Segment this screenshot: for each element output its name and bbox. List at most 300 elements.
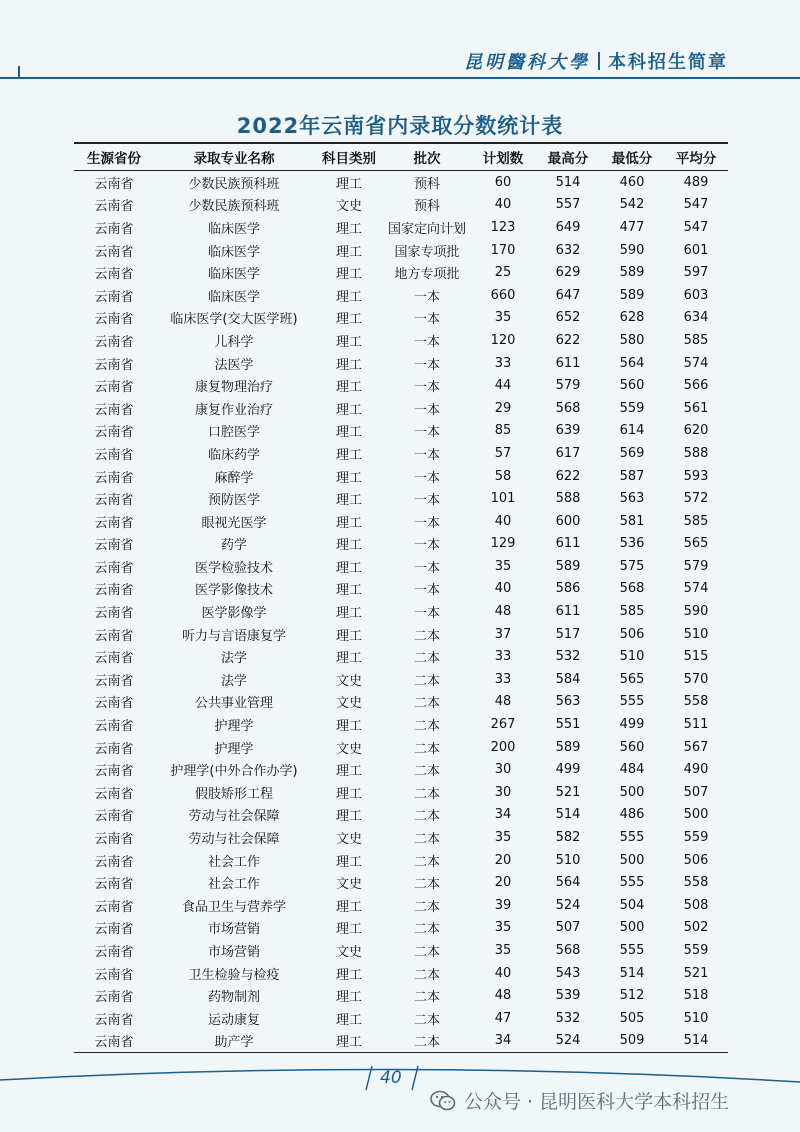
table-cell: 629 bbox=[555, 265, 581, 281]
table-cell: 文史 bbox=[335, 199, 362, 215]
table-cell: 611 bbox=[555, 536, 581, 552]
table-cell: 44 bbox=[494, 378, 512, 394]
table-cell: 云南省 bbox=[94, 493, 134, 509]
table-row bbox=[74, 578, 728, 601]
table-cell: 588 bbox=[555, 491, 581, 507]
table-row bbox=[74, 442, 728, 465]
table-cell: 云南省 bbox=[94, 357, 134, 373]
table-cell: 理工 bbox=[335, 560, 362, 576]
table-cell: 514 bbox=[555, 807, 581, 823]
table-cell: 508 bbox=[683, 897, 709, 913]
table-row bbox=[74, 871, 728, 894]
table-cell: 490 bbox=[683, 762, 709, 778]
table-cell: 566 bbox=[683, 378, 709, 394]
table-cell: 卫生检验与检疫 bbox=[188, 967, 280, 983]
page-number: 40 bbox=[380, 1068, 402, 1088]
table-cell: 一本 bbox=[413, 560, 440, 576]
table-cell: 二本 bbox=[413, 673, 440, 689]
table-cell: 理工 bbox=[335, 651, 362, 667]
table-cell: 29 bbox=[494, 400, 512, 416]
table-cell: 云南省 bbox=[94, 967, 134, 983]
table-cell: 云南省 bbox=[94, 312, 134, 328]
table-cell: 574 bbox=[683, 581, 709, 597]
table-cell: 47 bbox=[494, 1010, 512, 1026]
table-cell: 536 bbox=[619, 536, 645, 552]
table-row bbox=[74, 194, 728, 217]
table-cell: 568 bbox=[555, 942, 581, 958]
column-header: 录取专业名称 bbox=[154, 143, 314, 171]
column-header: 批次 bbox=[384, 143, 470, 171]
table-cell: 理工 bbox=[335, 357, 362, 373]
table-cell: 499 bbox=[619, 717, 645, 733]
table-cell: 理工 bbox=[335, 470, 362, 486]
table-cell: 法医学 bbox=[214, 357, 254, 373]
table-cell: 37 bbox=[494, 626, 512, 642]
table-cell: 460 bbox=[619, 174, 645, 190]
table-cell: 听力与言语康复学 bbox=[181, 628, 286, 644]
table-cell: 云南省 bbox=[94, 741, 134, 757]
table-cell: 34 bbox=[494, 807, 512, 823]
table-cell: 569 bbox=[619, 445, 645, 461]
table-row bbox=[74, 216, 728, 239]
table-cell: 理工 bbox=[335, 719, 362, 735]
watermark-account-name: 昆明医科大学本科招生 bbox=[539, 1091, 730, 1113]
table-cell: 555 bbox=[619, 942, 645, 958]
table-cell: 云南省 bbox=[94, 380, 134, 396]
table-cell: 35 bbox=[494, 558, 512, 574]
table-cell: 理工 bbox=[335, 289, 362, 305]
table-cell: 云南省 bbox=[94, 470, 134, 486]
table-row bbox=[74, 329, 728, 352]
table-cell: 634 bbox=[683, 310, 709, 326]
table-cell: 康复作业治疗 bbox=[194, 402, 273, 418]
table-row bbox=[74, 555, 728, 578]
table-cell: 二本 bbox=[413, 764, 440, 780]
table-row bbox=[74, 804, 728, 827]
table-cell: 565 bbox=[619, 671, 645, 687]
table-cell: 505 bbox=[619, 1010, 645, 1026]
table-cell: 文史 bbox=[335, 741, 362, 757]
table-cell: 临床药学 bbox=[207, 447, 260, 463]
table-cell: 580 bbox=[619, 332, 645, 348]
table-cell: 25 bbox=[494, 265, 512, 281]
table-cell: 二本 bbox=[413, 651, 440, 667]
table-cell: 560 bbox=[619, 378, 645, 394]
table-cell: 云南省 bbox=[94, 696, 134, 712]
table-cell: 585 bbox=[683, 513, 709, 529]
table-cell: 60 bbox=[494, 174, 512, 190]
table-cell: 57 bbox=[494, 445, 512, 461]
table-cell: 575 bbox=[619, 558, 645, 574]
table-cell: 一本 bbox=[413, 312, 440, 328]
table-cell: 35 bbox=[494, 310, 512, 326]
table-cell: 药学 bbox=[220, 538, 247, 554]
header-rule bbox=[0, 77, 800, 79]
table-cell: 510 bbox=[555, 852, 581, 868]
table-cell: 622 bbox=[555, 332, 581, 348]
table-cell: 617 bbox=[555, 445, 581, 461]
table-cell: 云南省 bbox=[94, 990, 134, 1006]
table-cell: 理工 bbox=[335, 515, 362, 531]
table-cell: 48 bbox=[494, 694, 512, 710]
table-row bbox=[74, 600, 728, 623]
table-cell: 理工 bbox=[335, 267, 362, 283]
table-cell: 33 bbox=[494, 355, 512, 371]
table-cell: 少数民族预科班 bbox=[188, 176, 280, 192]
table-cell: 理工 bbox=[335, 334, 362, 350]
column-header: 生源省份 bbox=[74, 143, 154, 171]
admission-score-table bbox=[74, 142, 728, 1053]
table-cell: 一本 bbox=[413, 425, 440, 441]
table-cell: 二本 bbox=[413, 990, 440, 1006]
table-cell: 660 bbox=[490, 287, 516, 303]
table-cell: 理工 bbox=[335, 764, 362, 780]
table-cell: 563 bbox=[619, 491, 645, 507]
table-cell: 临床医学(交大医学班) bbox=[170, 312, 298, 328]
table-cell: 581 bbox=[619, 513, 645, 529]
table-cell: 云南省 bbox=[94, 1012, 134, 1028]
table-cell: 助产学 bbox=[154, 1030, 314, 1053]
table-cell: 614 bbox=[619, 423, 645, 439]
table-cell: 34 bbox=[470, 1030, 536, 1053]
table-cell: 二本 bbox=[413, 696, 440, 712]
table-row bbox=[74, 713, 728, 736]
table-row bbox=[74, 826, 728, 849]
table-cell: 532 bbox=[555, 1010, 581, 1026]
table-cell: 云南省 bbox=[94, 425, 134, 441]
table-cell: 二本 bbox=[413, 786, 440, 802]
watermark-prefix: 公众号 · bbox=[464, 1091, 540, 1113]
table-cell: 二本 bbox=[384, 1030, 470, 1053]
table-cell: 二本 bbox=[413, 741, 440, 757]
table-cell: 514 bbox=[664, 1030, 728, 1053]
table-cell: 医学影像技术 bbox=[194, 583, 273, 599]
table-cell: 568 bbox=[555, 400, 581, 416]
table-cell: 593 bbox=[683, 468, 709, 484]
table-cell: 理工 bbox=[335, 809, 362, 825]
table-cell: 585 bbox=[619, 604, 645, 620]
table-cell: 101 bbox=[490, 491, 516, 507]
table-cell: 预科 bbox=[413, 176, 440, 192]
table-cell: 639 bbox=[555, 423, 581, 439]
table-row bbox=[74, 239, 728, 262]
table-cell: 30 bbox=[494, 784, 512, 800]
table-cell: 护理学 bbox=[214, 741, 254, 757]
table-cell: 理工 bbox=[335, 967, 362, 983]
table-cell: 云南省 bbox=[94, 334, 134, 350]
table-cell: 二本 bbox=[413, 899, 440, 915]
table-cell: 云南省 bbox=[94, 515, 134, 531]
wechat-watermark bbox=[430, 1087, 729, 1114]
table-cell: 486 bbox=[619, 807, 645, 823]
table-cell: 628 bbox=[619, 310, 645, 326]
table-cell: 603 bbox=[683, 287, 709, 303]
table-cell: 170 bbox=[490, 242, 516, 258]
table-cell: 云南省 bbox=[94, 199, 134, 215]
table-row bbox=[74, 352, 728, 375]
table-cell: 云南省 bbox=[94, 583, 134, 599]
brochure-title: 本科招生简章 bbox=[608, 52, 728, 73]
table-row bbox=[74, 736, 728, 759]
table-cell: 559 bbox=[683, 830, 709, 846]
table-cell: 公共事业管理 bbox=[194, 696, 273, 712]
table-cell: 567 bbox=[683, 739, 709, 755]
table-cell: 理工 bbox=[335, 854, 362, 870]
table-cell: 云南省 bbox=[94, 719, 134, 735]
table-cell: 预科 bbox=[413, 199, 440, 215]
table-cell: 510 bbox=[683, 1010, 709, 1026]
table-cell: 560 bbox=[619, 739, 645, 755]
table-cell: 39 bbox=[494, 897, 512, 913]
table-row bbox=[74, 420, 728, 443]
table-cell: 585 bbox=[683, 332, 709, 348]
table-cell: 护理学(中外合作办学) bbox=[170, 764, 298, 780]
table-cell: 云南省 bbox=[94, 402, 134, 418]
table-cell: 市场营销 bbox=[207, 944, 260, 960]
table-cell: 85 bbox=[494, 423, 512, 439]
table-cell: 647 bbox=[555, 287, 581, 303]
table-row bbox=[74, 510, 728, 533]
table-cell: 理工 bbox=[335, 425, 362, 441]
table-row bbox=[74, 374, 728, 397]
table-cell: 499 bbox=[555, 762, 581, 778]
table-cell: 二本 bbox=[413, 877, 440, 893]
column-header: 最高分 bbox=[536, 143, 600, 171]
table-cell: 547 bbox=[683, 219, 709, 235]
table-cell: 眼视光医学 bbox=[201, 515, 267, 531]
wechat-icon bbox=[430, 1090, 456, 1112]
table-cell: 590 bbox=[683, 604, 709, 620]
table-cell: 40 bbox=[494, 965, 512, 981]
table-cell: 云南省 bbox=[94, 267, 134, 283]
table-cell: 云南省 bbox=[94, 606, 134, 622]
table-cell: 临床医学 bbox=[207, 289, 260, 305]
table-cell: 517 bbox=[555, 626, 581, 642]
table-cell: 586 bbox=[555, 581, 581, 597]
table-cell: 云南省 bbox=[94, 809, 134, 825]
table-cell: 一本 bbox=[413, 493, 440, 509]
table-cell: 48 bbox=[494, 988, 512, 1004]
table-cell: 理工 bbox=[335, 1012, 362, 1028]
table-cell: 649 bbox=[555, 219, 581, 235]
table-cell: 40 bbox=[494, 513, 512, 529]
table-cell: 一本 bbox=[413, 402, 440, 418]
table-cell: 33 bbox=[494, 671, 512, 687]
table-cell: 579 bbox=[683, 558, 709, 574]
table-cell: 524 bbox=[555, 897, 581, 913]
table-cell: 医学检验技术 bbox=[194, 560, 273, 576]
table-cell: 555 bbox=[619, 875, 645, 891]
column-header: 平均分 bbox=[664, 143, 728, 171]
table-cell: 云南省 bbox=[94, 447, 134, 463]
table-cell: 507 bbox=[555, 920, 581, 936]
table-cell: 120 bbox=[490, 332, 516, 348]
table-cell: 假肢矫形工程 bbox=[194, 786, 273, 802]
table-cell: 社会工作 bbox=[207, 877, 260, 893]
table-row bbox=[74, 623, 728, 646]
table-cell: 584 bbox=[555, 671, 581, 687]
table-cell: 515 bbox=[683, 649, 709, 665]
table-cell: 547 bbox=[683, 197, 709, 213]
table-cell: 云南省 bbox=[94, 944, 134, 960]
table-cell: 理工 bbox=[335, 176, 362, 192]
table-cell: 500 bbox=[619, 784, 645, 800]
table-cell: 云南省 bbox=[94, 854, 134, 870]
table-cell: 理工 bbox=[314, 1030, 384, 1053]
table-cell: 劳动与社会保障 bbox=[188, 809, 280, 825]
table-cell: 医学影像学 bbox=[201, 606, 267, 622]
table-row bbox=[74, 261, 728, 284]
table-cell: 二本 bbox=[413, 809, 440, 825]
table-cell: 570 bbox=[683, 671, 709, 687]
table-cell: 文史 bbox=[335, 832, 362, 848]
table-cell: 622 bbox=[555, 468, 581, 484]
table-row bbox=[74, 307, 728, 330]
table-cell: 542 bbox=[619, 197, 645, 213]
table-row bbox=[74, 758, 728, 781]
table-cell: 二本 bbox=[413, 628, 440, 644]
table-cell: 512 bbox=[619, 988, 645, 1004]
table-cell: 法学 bbox=[220, 673, 247, 689]
table-cell: 云南省 bbox=[94, 899, 134, 915]
table-cell: 二本 bbox=[413, 719, 440, 735]
table-cell: 理工 bbox=[335, 447, 362, 463]
table-cell: 护理学 bbox=[214, 719, 254, 735]
table-cell: 58 bbox=[494, 468, 512, 484]
table-cell: 579 bbox=[555, 378, 581, 394]
table-cell: 理工 bbox=[335, 606, 362, 622]
page-title: 2022年云南省内录取分数统计表 bbox=[236, 114, 564, 138]
table-cell: 590 bbox=[619, 242, 645, 258]
table-cell: 35 bbox=[494, 942, 512, 958]
table-cell: 559 bbox=[619, 400, 645, 416]
table-cell: 食品卫生与营养学 bbox=[181, 899, 286, 915]
table-row bbox=[74, 487, 728, 510]
table-cell: 国家定向计划 bbox=[387, 221, 466, 237]
table-cell: 一本 bbox=[413, 447, 440, 463]
column-header: 计划数 bbox=[470, 143, 536, 171]
table-cell: 40 bbox=[494, 581, 512, 597]
table-cell: 200 bbox=[490, 739, 516, 755]
table-cell: 云南省 bbox=[74, 1030, 154, 1053]
table-cell: 少数民族预科班 bbox=[188, 199, 280, 215]
table-cell: 33 bbox=[494, 649, 512, 665]
table-cell: 二本 bbox=[413, 944, 440, 960]
table-cell: 539 bbox=[555, 988, 581, 1004]
table-cell: 云南省 bbox=[94, 289, 134, 305]
table-cell: 云南省 bbox=[94, 786, 134, 802]
table-cell: 532 bbox=[555, 649, 581, 665]
table-cell: 559 bbox=[683, 942, 709, 958]
table-cell: 504 bbox=[619, 897, 645, 913]
table-row bbox=[74, 465, 728, 488]
table-cell: 云南省 bbox=[94, 922, 134, 938]
table-row bbox=[74, 533, 728, 556]
table-cell: 一本 bbox=[413, 538, 440, 554]
table-cell: 二本 bbox=[413, 832, 440, 848]
table-cell: 267 bbox=[490, 717, 516, 733]
table-row bbox=[74, 894, 728, 917]
table-cell: 521 bbox=[683, 965, 709, 981]
table-cell: 524 bbox=[536, 1030, 600, 1053]
table-cell: 二本 bbox=[413, 922, 440, 938]
table-cell: 506 bbox=[619, 626, 645, 642]
table-row bbox=[74, 917, 728, 940]
table-cell: 582 bbox=[555, 830, 581, 846]
table-cell: 572 bbox=[683, 491, 709, 507]
table-header-row bbox=[74, 143, 728, 171]
table-cell: 551 bbox=[555, 717, 581, 733]
table-cell: 35 bbox=[494, 830, 512, 846]
table-cell: 521 bbox=[555, 784, 581, 800]
table-cell: 云南省 bbox=[94, 673, 134, 689]
table-cell: 506 bbox=[683, 852, 709, 868]
table-cell: 600 bbox=[555, 513, 581, 529]
table-cell: 云南省 bbox=[94, 651, 134, 667]
table-cell: 601 bbox=[683, 242, 709, 258]
table-cell: 口腔医学 bbox=[207, 425, 260, 441]
school-name-calligraphy: 昆明醫科大學 bbox=[464, 52, 590, 73]
table-cell: 507 bbox=[683, 784, 709, 800]
table-cell: 云南省 bbox=[94, 176, 134, 192]
table-cell: 理工 bbox=[335, 583, 362, 599]
table-cell: 555 bbox=[619, 694, 645, 710]
table-cell: 561 bbox=[683, 400, 709, 416]
table-cell: 565 bbox=[683, 536, 709, 552]
table-cell: 500 bbox=[683, 807, 709, 823]
table-cell: 二本 bbox=[413, 1012, 440, 1028]
table-row bbox=[74, 939, 728, 962]
table-row bbox=[74, 691, 728, 714]
table-cell: 理工 bbox=[335, 538, 362, 554]
table-cell: 文史 bbox=[335, 673, 362, 689]
table-cell: 20 bbox=[494, 852, 512, 868]
table-cell: 500 bbox=[619, 920, 645, 936]
table-cell: 20 bbox=[494, 875, 512, 891]
table-cell: 康复物理治疗 bbox=[194, 380, 273, 396]
table-row bbox=[74, 397, 728, 420]
table-cell: 514 bbox=[555, 174, 581, 190]
table-cell: 35 bbox=[494, 920, 512, 936]
table-cell: 587 bbox=[619, 468, 645, 484]
table-cell: 632 bbox=[555, 242, 581, 258]
table-cell: 理工 bbox=[335, 628, 362, 644]
table-cell: 500 bbox=[619, 852, 645, 868]
table-cell: 543 bbox=[555, 965, 581, 981]
table-cell: 489 bbox=[683, 174, 709, 190]
table-cell: 652 bbox=[555, 310, 581, 326]
table-cell: 理工 bbox=[335, 402, 362, 418]
table-cell: 509 bbox=[600, 1030, 664, 1053]
table-cell: 30 bbox=[494, 762, 512, 778]
table-cell: 558 bbox=[683, 694, 709, 710]
table-cell: 理工 bbox=[335, 922, 362, 938]
table-cell: 理工 bbox=[335, 786, 362, 802]
table-cell: 云南省 bbox=[94, 628, 134, 644]
table-cell: 二本 bbox=[413, 967, 440, 983]
table-cell: 123 bbox=[490, 219, 516, 235]
table-row bbox=[74, 1030, 728, 1053]
column-header: 科目类别 bbox=[314, 143, 384, 171]
table-row bbox=[74, 1007, 728, 1030]
table-cell: 129 bbox=[490, 536, 516, 552]
table-cell: 理工 bbox=[335, 493, 362, 509]
table-row bbox=[74, 171, 728, 194]
table-cell: 一本 bbox=[413, 289, 440, 305]
table-row bbox=[74, 984, 728, 1007]
table-cell: 611 bbox=[555, 355, 581, 371]
table-cell: 国家专项批 bbox=[394, 244, 460, 260]
